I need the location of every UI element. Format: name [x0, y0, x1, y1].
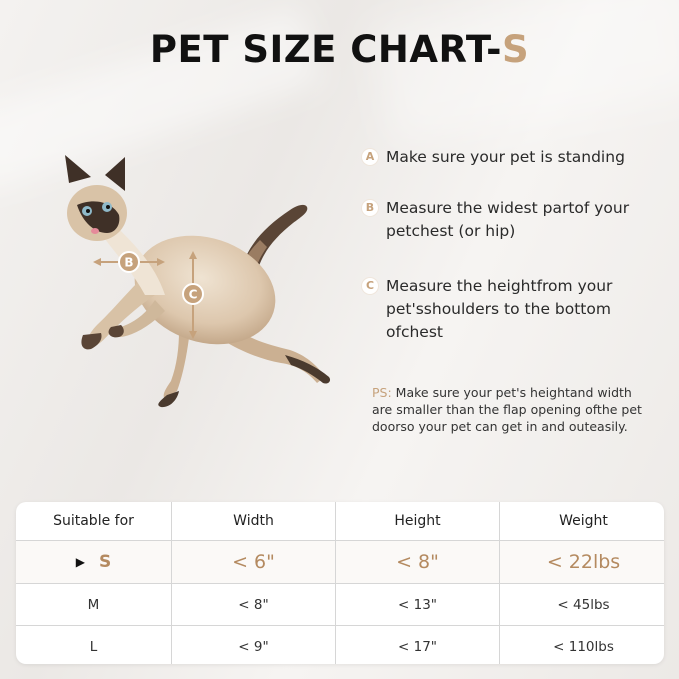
instruction-a [362, 146, 662, 169]
table-header-row [16, 502, 664, 540]
width-cell: < 8" [172, 584, 336, 625]
weight-cell: < 110lbs [553, 638, 614, 655]
header-width: Width [172, 502, 336, 540]
table-row-s[interactable] [16, 540, 664, 583]
instruction-c [362, 275, 637, 344]
instruction-b-text: Measure the widest partof your petchest (or hip) [386, 199, 630, 240]
size-cell: M [16, 584, 172, 625]
size-cell [16, 541, 172, 583]
page-title [0, 28, 679, 71]
badge-a: A [362, 149, 378, 165]
cat-graphic [55, 155, 345, 415]
ps-text: Make sure your pet's heightand width are smaller than the flap opening ofthe pet doorso your pet can get in and outeasily. [372, 385, 642, 434]
table-row-l[interactable] [16, 625, 664, 664]
width-cell: < 9" [172, 626, 336, 664]
size-cell: L [16, 626, 172, 664]
width-cell: < 6" [172, 541, 336, 583]
height-cell: < 8" [336, 541, 500, 583]
badge-b: B [362, 200, 378, 216]
marker-b: B [124, 255, 134, 270]
cat-illustration [55, 155, 345, 415]
weight-cell: < 22lbs [500, 541, 664, 583]
instruction-a-text: Make sure your pet is standing [386, 148, 625, 166]
header-height: Height [336, 502, 500, 540]
triangle-right-icon: ▶ [75, 555, 85, 569]
badge-c: C [362, 278, 378, 294]
marker-c: C [188, 287, 198, 302]
header-suitable-for: Suitable for [16, 502, 172, 540]
instruction-b [362, 197, 652, 243]
instruction-c-text: Measure the heightfrom your pet'sshoulders to the bottom ofchest [386, 277, 613, 341]
light-shade [372, 0, 679, 147]
size-label: S [98, 552, 112, 572]
ps-note [372, 384, 652, 435]
table-row-m[interactable] [16, 583, 664, 625]
height-cell: < 17" [336, 626, 500, 664]
title-size: S [502, 28, 530, 71]
size-table [16, 502, 664, 664]
header-weight: Weight [559, 513, 608, 529]
ps-prefix: PS: [372, 385, 392, 400]
weight-cell: < 45lbs [557, 596, 610, 613]
height-cell: < 13" [336, 584, 500, 625]
title-text: PET SIZE CHART- [149, 28, 502, 71]
